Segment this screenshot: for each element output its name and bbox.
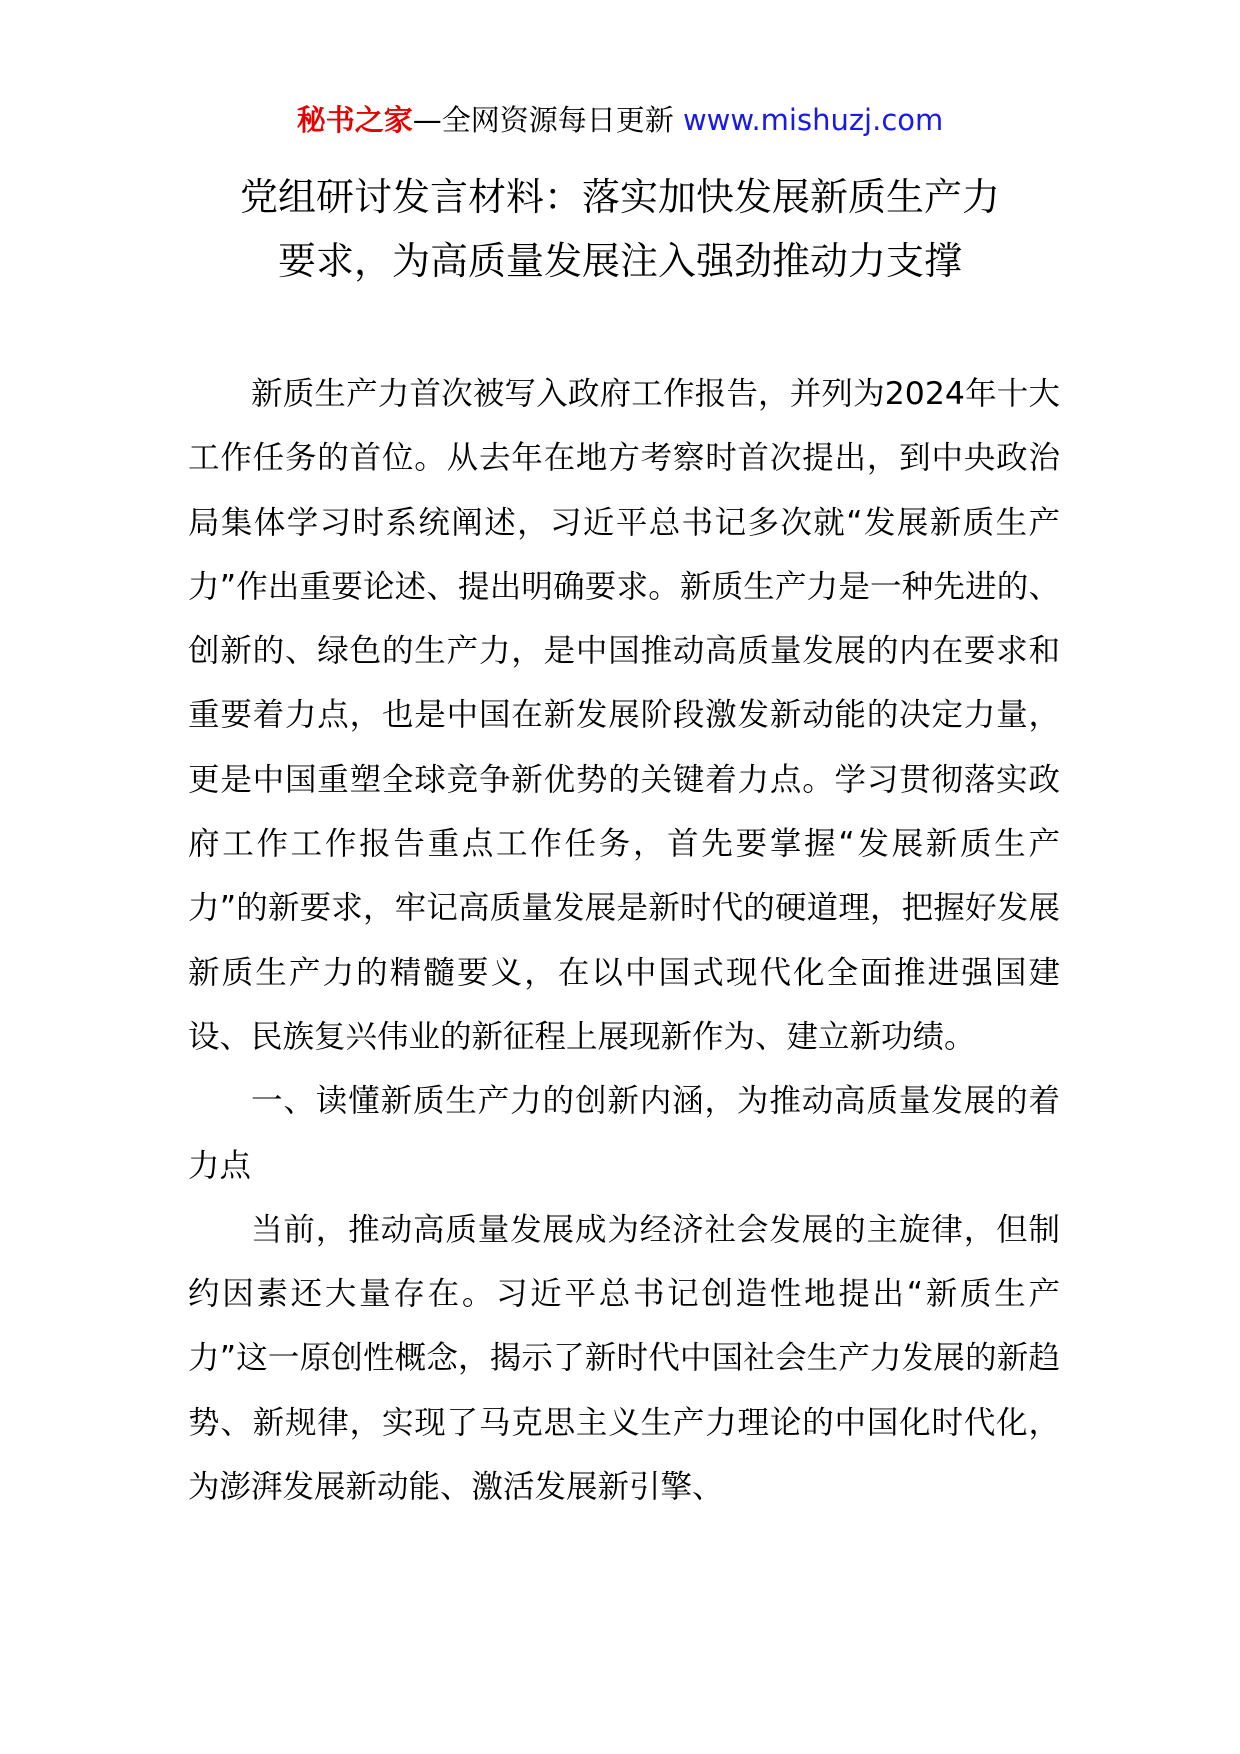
site-url[interactable]: www.mishuzj.com (682, 103, 944, 137)
body-paragraph: 当前，推动高质量发展成为经济社会发展的主旋律，但制约因素还大量存在。习近平总书记创造性地提出“新质生产力”这一原创性概念，揭示了新时代中国社会生产力发展的新趋势、新规律，实现了马克思主义生产力理论的中国化时代化，为澎湃发展新动能、激活发展新引擎、 (188, 1211, 1060, 1506)
document-title (150, 165, 1090, 293)
section-heading: 一、读懂新质生产力的创新内涵，为推动高质量发展的着力点 (188, 1083, 1060, 1184)
body-paragraph: 新质生产力首次被写入政府工作报告，并列为2024年十大工作任务的首位。从去年在地方考察时首次提出，到中央政治局集体学习时系统阐述，习近平总书记多次就“发展新质生产力”作出重要论述、提出明确要求。新质生产力是一种先进的、创新的、绿色的生产力，是中国推动高质量发展的内在要求和重要着力点，也是中国在新发展阶段激发新动能的决定力量，更是中国重塑全球竞争新优势的关键着力点。学习贯彻落实政府工作工作报告重点工作任务，首先要掌握“发展新质生产力”的新要求，牢记高质量发展是新时代的硬道理，把握好发展新质生产力的精髓要义，在以中国式现代化全面推进强国建设、民族复兴伟业的新征程上展现新作为、建立新功绩。 (188, 376, 1060, 1055)
document-title-line-2: 要求，为高质量发展注入强劲推动力支撑 (277, 239, 962, 283)
site-tagline: —全网资源每日更新 (412, 103, 683, 137)
document-title-line-1: 党组研讨发言材料：落实加快发展新质生产力 (239, 175, 1000, 219)
site-brand: 秘书之家 (296, 103, 413, 137)
document-body (188, 362, 1060, 1519)
site-header (0, 100, 1240, 140)
